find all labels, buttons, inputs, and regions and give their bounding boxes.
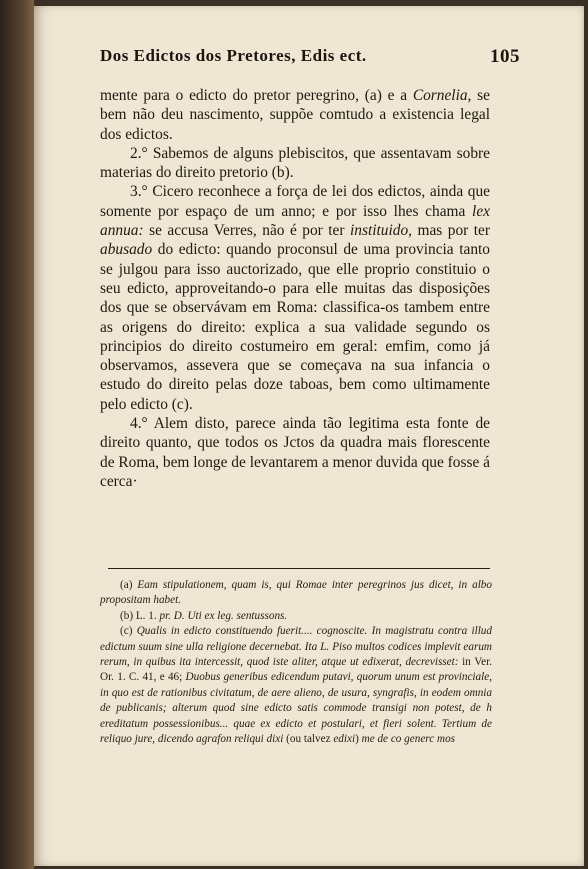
footnote-rule xyxy=(108,568,490,569)
text-run: (c) xyxy=(120,625,137,638)
paragraph xyxy=(100,144,490,183)
footnote xyxy=(100,624,492,747)
paragraph xyxy=(100,414,490,491)
italic-text: abusado xyxy=(100,241,153,259)
text-run: (b) L. 1. xyxy=(120,609,160,622)
paragraph xyxy=(100,86,490,144)
text-run: in Ver. Or. 1. C. 41, e 46; xyxy=(100,656,492,684)
italic-text: instituido xyxy=(350,222,409,240)
text-run: (a) xyxy=(120,579,138,591)
page-number: 105 xyxy=(490,46,520,67)
italic-text: me de co generc mos xyxy=(361,733,456,746)
italic-text: Duobus generibus edicendum putavi, quorum unum est provinciale, in quo est de rationibus civitatum, de aere alieno, de usura, syngrafis, in eodem omnia de publicanis; alterum quod sine edicto satis commode transigi non potest, de h ereditatum possessionibus... quae ex edicto et postulari, et fieri solent. Tertium de reliquo jure, dicendo agrafon reliqui dixi xyxy=(100,671,492,746)
text-run: ) xyxy=(355,733,362,746)
italic-text: Eam stipulationem, quam is, qui Romae inter peregrinos jus dicet, in albo propositam habet. xyxy=(100,579,492,607)
text-run: do edicto: quando proconsul de uma provincia tanto se julgou para isso auctorizado, que elle proprio constituio o seu edicto, approveitando-o para elle muitas das disposições dos que se observávam em Roma: classifica-os tambem entre as origens do direito: explica a sua validade segundo os principios do direito costumeiro em geral: emfim, como já observamos, assevera que se começava na sua infancia o estudo do direito pelas doze taboas, bem como ultimamente pelo edicto (c). xyxy=(100,241,490,413)
text-run: , mas por ter xyxy=(408,222,490,240)
footnote xyxy=(100,578,492,609)
text-run: 4.° Alem disto, parece ainda tão legitima esta fonte de direito quanto, que todos os Jctos da quadra mais florescente de Roma, bem longe de levantarem a menor duvida que fosse á cerca· xyxy=(100,415,490,490)
running-title: Dos Edictos dos Pretores, Edis ect. xyxy=(100,46,367,65)
text-run: 3.° Cicero reconhece a força de lei dos edictos, ainda que somente por espaço de um anno; e por isso lhes chama xyxy=(100,183,490,220)
text-run: mente para o edicto do pretor peregrino, (a) e a xyxy=(100,87,413,104)
footnotes xyxy=(100,578,492,747)
text-run: se accusa Verres, não é por ter xyxy=(143,222,350,240)
book-spine-shadow xyxy=(0,0,34,869)
text-run: 2.° Sabemos de alguns plebiscitos, que assentavam sobre materias do direito pretorio (b). xyxy=(100,144,490,182)
text-run: , se bem não deu nascimento, suppõe comtudo a existencia legal dos edictos. xyxy=(100,87,490,143)
italic-text: edixi xyxy=(333,733,356,746)
italic-text: Qualis in edicto constituendo fuerit.... cognoscite. In magistratu contra illud edictum suum sine ulla religione decernebat. Ita L. Piso multos codices implevit earum rerum, in quibus ita intercessit, quod iste aliter, atque ut edixerat, decrevisset: xyxy=(100,625,492,669)
italic-text: Cornelia xyxy=(412,87,468,104)
text-run: (ou talvez xyxy=(283,733,334,746)
page-header xyxy=(100,46,520,66)
main-text xyxy=(100,86,490,491)
italic-text: lex annua: xyxy=(100,202,490,240)
italic-text: pr. D. Uti ex leg. sentussons. xyxy=(159,609,288,622)
footnote xyxy=(100,609,492,624)
paragraph xyxy=(100,182,490,414)
